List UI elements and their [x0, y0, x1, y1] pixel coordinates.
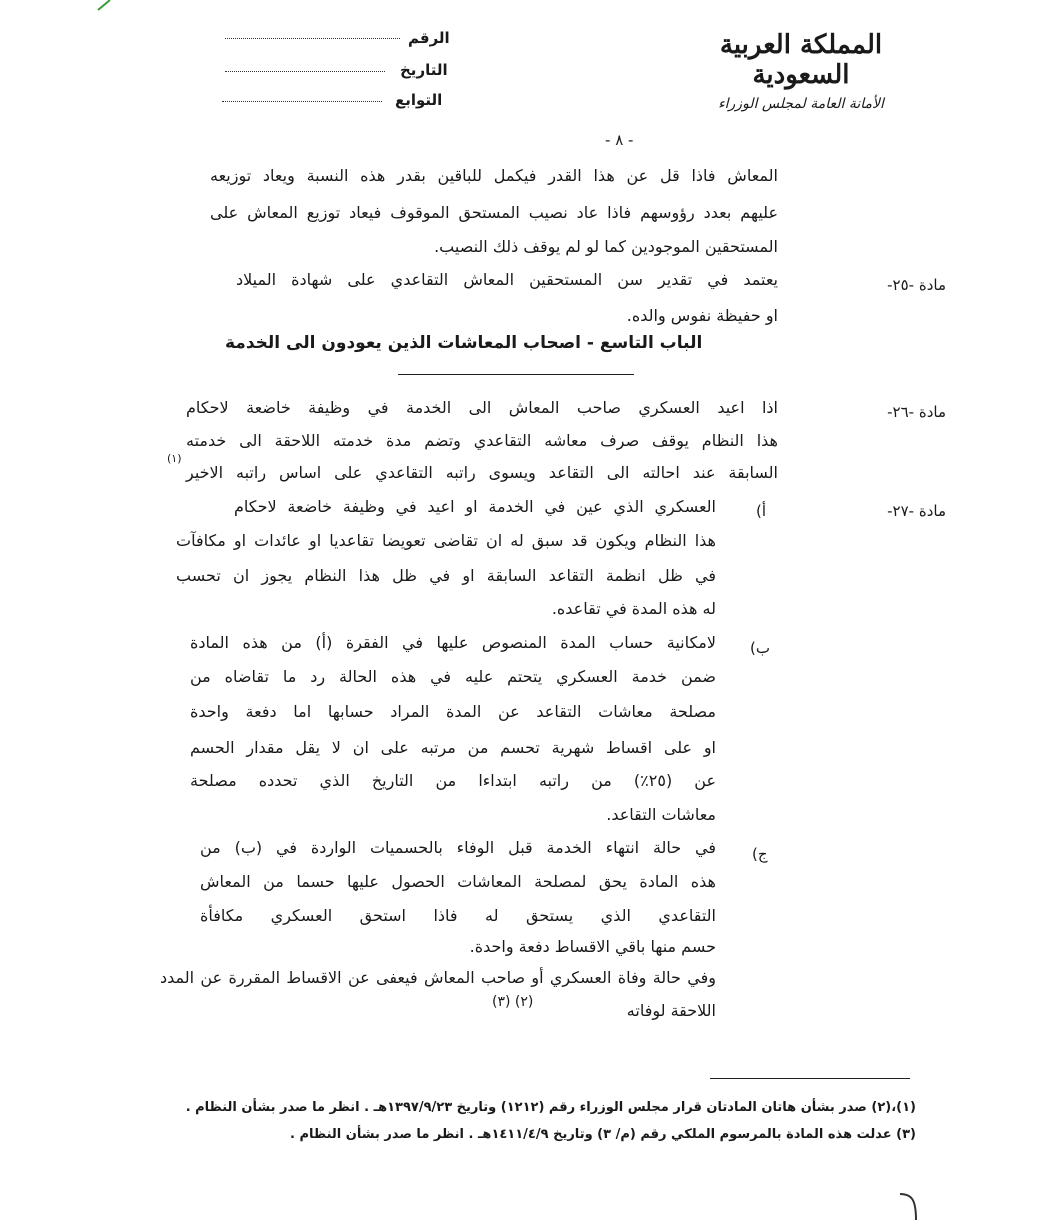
field-date-line: [225, 71, 385, 72]
paragraph-b-line-3: مصلحة معاشات التقاعد عن المدة المراد حسابها اما دفعة واحدة: [190, 702, 716, 721]
paragraph-a-label: أ): [756, 502, 767, 520]
article-26-line-3: السابقة عند احالته الى التقاعد ويسوى راتبه التقاعدي على اساس راتبه الاخير: [186, 463, 778, 482]
field-attachments-label: التوابع: [395, 91, 443, 109]
paragraph-c-line-1: في حالة انتهاء الخدمة قبل الوفاء بالحسميات الواردة في (ب) من: [200, 838, 716, 857]
chapter-underline: [398, 374, 634, 375]
paragraph-c-label: ج): [752, 845, 768, 863]
paragraph-a-line-2: هذا النظام ويكون قد سبق له ان تقاضى تعويضا تقاعديا او عائدات او مكافآت: [176, 531, 716, 550]
paragraph-a-line-3: في ظل انظمة التقاعد السابقة او في ظل هذا النظام يجوز ان تحسب: [176, 566, 716, 585]
body-line-top-3: المستحقين الموجودين كما لو لم يوقف ذلك النصيب.: [434, 237, 778, 256]
article-25-line-2: او حفيظة نفوس والده.: [626, 306, 778, 325]
paragraph-b-line-6: معاشات التقاعد.: [606, 805, 716, 824]
field-number-label: الرقم: [408, 29, 450, 47]
paragraph-b-line-2: ضمن خدمة العسكري يتحتم عليه في هذه الحالة رد ما تقاضاه من: [190, 667, 716, 686]
closing-line-1: وفي حالة وفاة العسكري أو صاحب المعاش فيعفى عن الاقساط المقررة عن المدد: [160, 968, 716, 987]
chapter-heading: الباب التاسع - اصحاب المعاشات الذين يعودون الى الخدمة: [225, 333, 703, 353]
paragraph-a-line-4: له هذه المدة في تقاعده.: [551, 599, 716, 618]
paragraph-c-line-3: التقاعدي الذي يستحق له فاذا استحق العسكري مكافأة: [200, 906, 716, 925]
binding-mark-icon: [896, 1192, 926, 1222]
footnote-2: (٣) عدلت هذه المادة بالمرسوم الملكي رقم (م/ ٣) وتاريخ ١٤١١/٤/٩هـ . انظر ما صدر بشأن النظام .: [290, 1127, 916, 1142]
letterhead-logo: [686, 30, 916, 112]
field-attachments-line: [222, 101, 382, 102]
article-26-line-1: اذا اعيد العسكري صاحب المعاش الى الخدمة في وظيفة خاضعة لاحكام: [186, 398, 778, 417]
paragraph-b-line-5: عن (٢٥٪) من راتبه ابتداءا من التاريخ الذي تحدده مصلحة: [190, 771, 716, 790]
body-line-top-2: عليهم بعدد رؤوسهم فاذا عاد نصيب المستحق الموقوف فيعاد توزيع المعاش على: [210, 203, 778, 222]
logo-subtitle: الأمانة العامة لمجلس الوزراء: [718, 96, 884, 112]
paragraph-c-line-4: حسم منها باقي الاقساط دفعة واحدة.: [469, 937, 716, 956]
article-25-line-1: يعتمد في تقدير سن المستحقين المعاش التقاعدي على شهادة الميلاد: [236, 270, 778, 289]
closing-line-2: اللاحقة لوفاته: [626, 1001, 716, 1020]
corner-mark-icon: [96, 0, 116, 12]
article-26-label: مادة -٢٦-: [887, 403, 946, 421]
article-26-footnote-ref: (١): [167, 452, 182, 465]
field-number-line: [225, 38, 400, 39]
paragraph-b-line-1: لامكانية حساب المدة المنصوص عليها في الفقرة (أ) من هذه المادة: [190, 633, 716, 652]
paragraph-b-line-4: او على اقساط شهرية تحسم من مرتبه على ان لا يقل مقدار الحسم: [190, 738, 716, 757]
article-27-label: مادة -٢٧-: [887, 502, 946, 520]
page-number: - ٨ -: [605, 131, 634, 149]
paragraph-c-line-2: هذه المادة يحق لمصلحة المعاشات الحصول عليها حسما من المعاش: [200, 872, 716, 891]
paragraph-a-line-1: العسكري الذي عين في الخدمة او اعيد في وظيفة خاضعة لاحكام: [234, 497, 716, 516]
logo-title: المملكة العربية السعودية: [719, 30, 883, 90]
article-25-label: مادة -٢٥-: [887, 276, 946, 294]
article-26-line-2: هذا النظام يوقف صرف معاشه التقاعدي وتضم مدة خدمته اللاحقة الى خدمته: [186, 431, 778, 450]
paragraph-b-label: ب): [750, 639, 770, 657]
footnote-1: (١)،(٢) صدر بشأن هاتان المادتان قرار مجلس الوزراء رقم (١٢١٢) وتاريخ ١٣٩٧/٩/٢٣هـ . انظر ما صدر بشأن النظام .: [185, 1100, 916, 1115]
field-date-label: التاريخ: [400, 61, 448, 79]
closing-footnote-refs: (٢) (٣): [492, 994, 534, 1010]
footnote-separator: [710, 1078, 910, 1079]
body-line-top-1: المعاش فاذا قل عن هذا القدر فيكمل للباقين بقدر هذه النسبة ويعاد توزيعه: [210, 166, 778, 185]
